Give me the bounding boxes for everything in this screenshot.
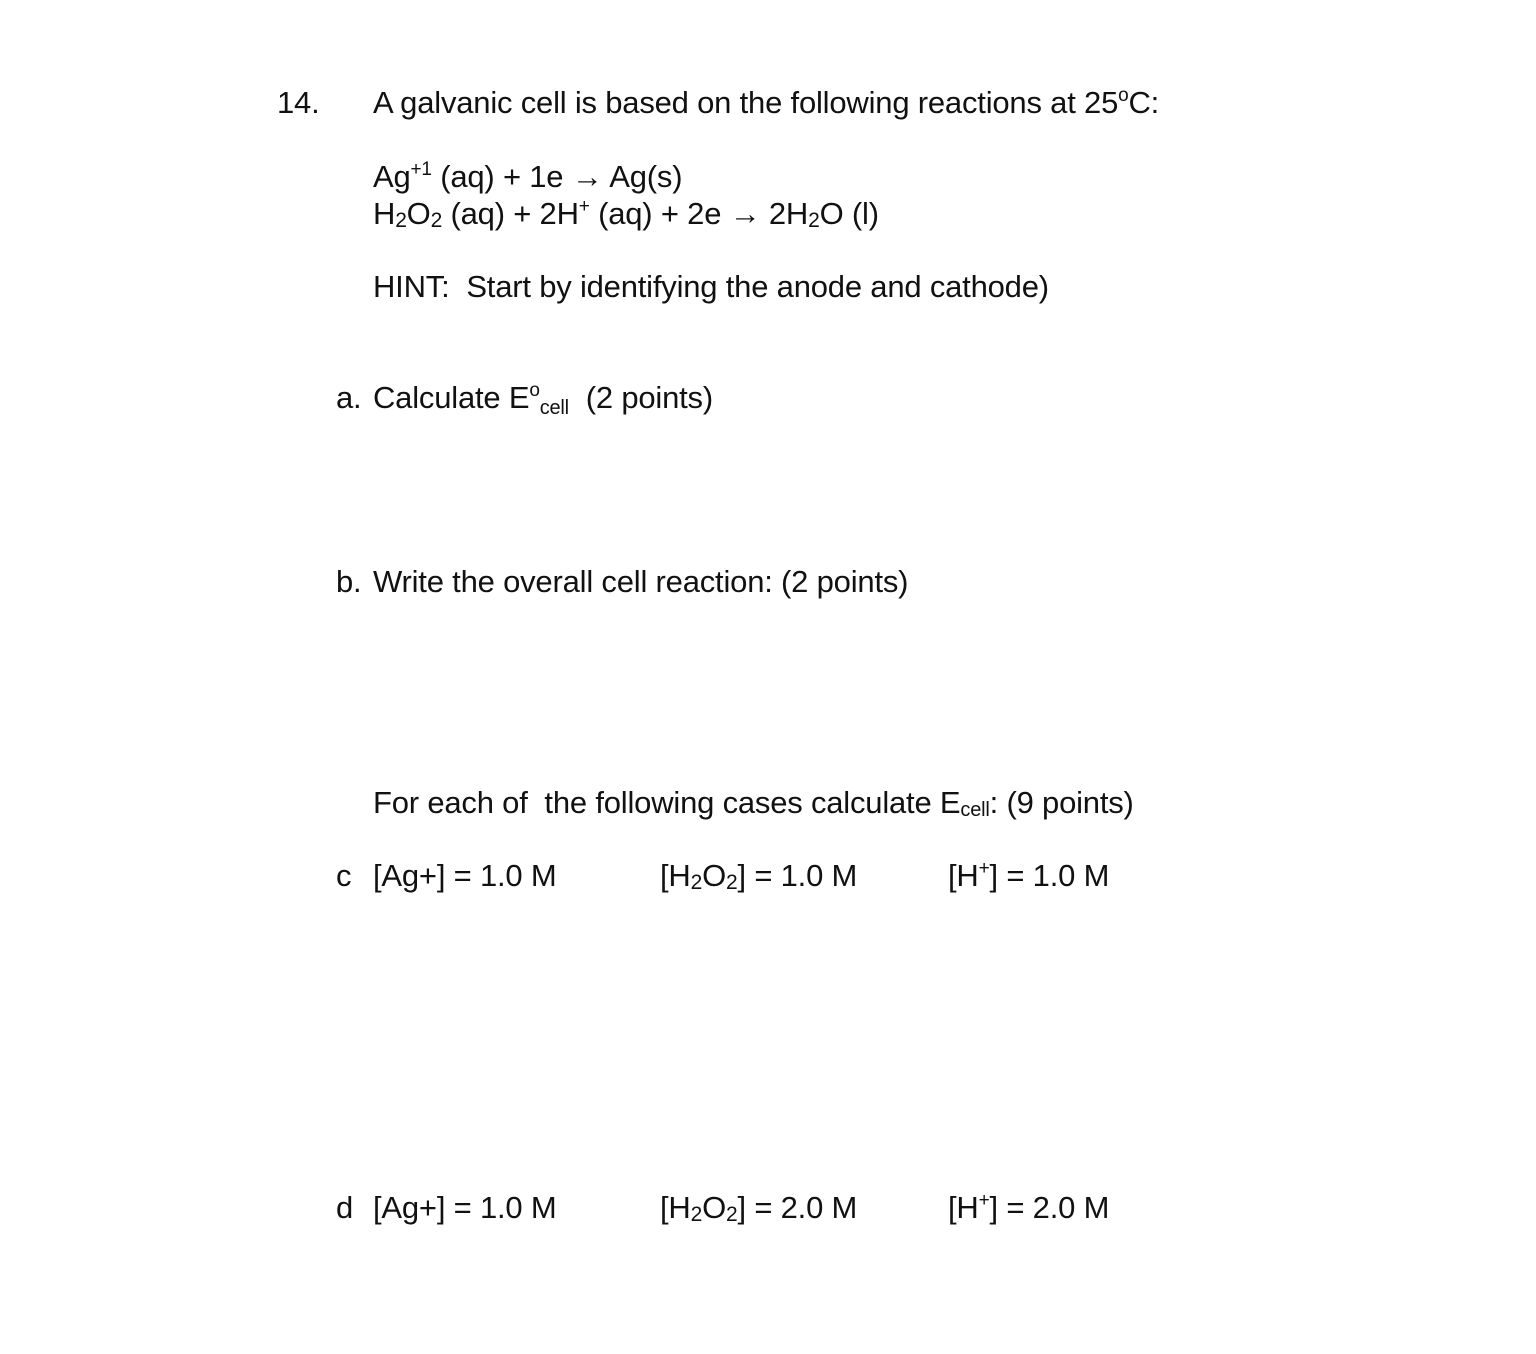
question-number: 14. [277, 85, 320, 120]
part-b-label: b. [336, 564, 362, 599]
part-a-sub: cell [539, 397, 569, 419]
cases-intro-sub: cell [960, 799, 990, 821]
part-c-h2o2-o: O [702, 858, 727, 893]
part-d-h2o2-sub1: 2 [690, 1203, 703, 1226]
reaction-silver [373, 159, 682, 200]
part-a-points: (2 points) [568, 380, 713, 415]
reaction2-part5: O (l) [819, 196, 879, 231]
reaction1-arrow-icon: → [571, 159, 603, 194]
reaction2-o: O [406, 196, 431, 231]
part-b-prompt: Write the overall cell reaction: (2 points) [373, 564, 909, 599]
stem-unit: C: [1128, 85, 1160, 120]
part-c-h2o2 [660, 858, 857, 898]
part-d-h-plus: + [978, 1190, 990, 1211]
cases-intro-text: For each of the following cases calculate E [373, 785, 961, 820]
reaction2-part3: (aq) + 2e [589, 196, 730, 231]
part-a-degree: o [529, 380, 540, 401]
part-d-label: d [336, 1190, 354, 1225]
part-d-h-close: ] = 2.0 M [989, 1190, 1110, 1225]
reaction1-rest: (aq) + 1e [431, 159, 572, 194]
part-a-label: a. [336, 380, 362, 415]
reaction2-sub-c: 2 [808, 209, 820, 232]
part-d-h [948, 1190, 1109, 1231]
part-d-h2o2-close: ] = 2.0 M [737, 1190, 858, 1225]
reaction2-plus: + [578, 196, 590, 217]
reaction1-charge: +1 [410, 159, 432, 180]
part-a-prompt [373, 380, 713, 421]
stem-degree: o [1118, 85, 1129, 106]
question-stem [373, 85, 1159, 126]
cases-intro [373, 785, 1134, 825]
hint-text: HINT: Start by identifying the anode and cathode) [373, 269, 1049, 304]
reaction2-h: H [373, 196, 396, 231]
reaction2-sub-a: 2 [395, 209, 407, 232]
reaction2-arrow-icon: → [729, 196, 761, 231]
part-c-h-plus: + [978, 858, 990, 879]
part-d-h2o2 [660, 1190, 857, 1230]
part-d-h2o2-o: O [702, 1190, 727, 1225]
reaction2-part2: (aq) + 2H [442, 196, 579, 231]
part-c-h-close: ] = 1.0 M [989, 858, 1110, 893]
reaction-peroxide [373, 196, 879, 237]
reaction2-sub-b: 2 [430, 209, 443, 232]
part-c-ag: [Ag+] = 1.0 M [373, 858, 557, 893]
part-c-h2o2-close: ] = 1.0 M [737, 858, 858, 893]
part-d-ag: [Ag+] = 1.0 M [373, 1190, 557, 1225]
part-c-h2o2-open: [H [660, 858, 691, 893]
part-d-h-open: [H [948, 1190, 979, 1225]
part-d-h2o2-open: [H [660, 1190, 691, 1225]
stem-text: A galvanic cell is based on the following reactions at 25 [373, 85, 1119, 120]
reaction1-ag: Ag [373, 159, 411, 194]
cases-intro-points: : (9 points) [989, 785, 1134, 820]
reaction2-part4: 2H [760, 196, 809, 231]
part-d-h2o2-sub2: 2 [726, 1203, 738, 1226]
part-c-h2o2-sub2: 2 [726, 871, 738, 894]
part-c-label: c [336, 858, 352, 893]
part-c-h2o2-sub1: 2 [690, 871, 703, 894]
part-c-h-open: [H [948, 858, 979, 893]
reaction1-product: Ag(s) [602, 159, 683, 194]
part-a-text: Calculate E [373, 380, 530, 415]
part-c-h [948, 858, 1109, 899]
